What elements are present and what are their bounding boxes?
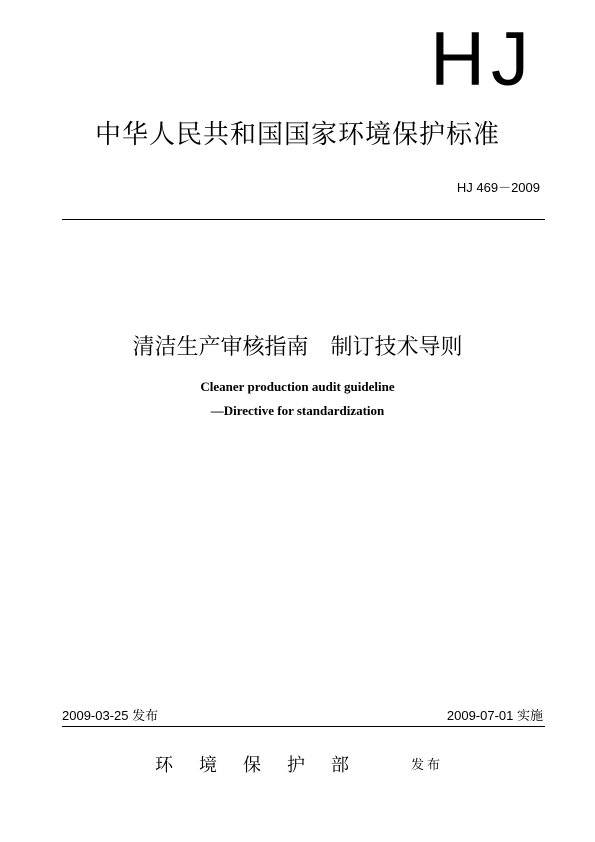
bottom-divider: [62, 726, 545, 727]
standard-number: HJ 469－2009: [456, 180, 540, 195]
document-title-chinese: 清洁生产审核指南 制订技术导则: [132, 335, 463, 360]
top-divider: [62, 219, 545, 220]
issuing-authority: 环境保护部: [155, 755, 375, 776]
agency-title: 中华人民共和国国家环境保护标准: [94, 120, 500, 150]
document-subtitle-english: —Directive for standardization: [210, 403, 385, 418]
issue-label: 发布: [411, 758, 444, 773]
effective-date: 2009-07-01 实施: [446, 708, 543, 723]
hj-logo: HJ: [430, 17, 535, 102]
issue-date: 2009-03-25 发布: [62, 708, 159, 723]
document-title-english: Cleaner production audit guideline: [200, 379, 395, 394]
